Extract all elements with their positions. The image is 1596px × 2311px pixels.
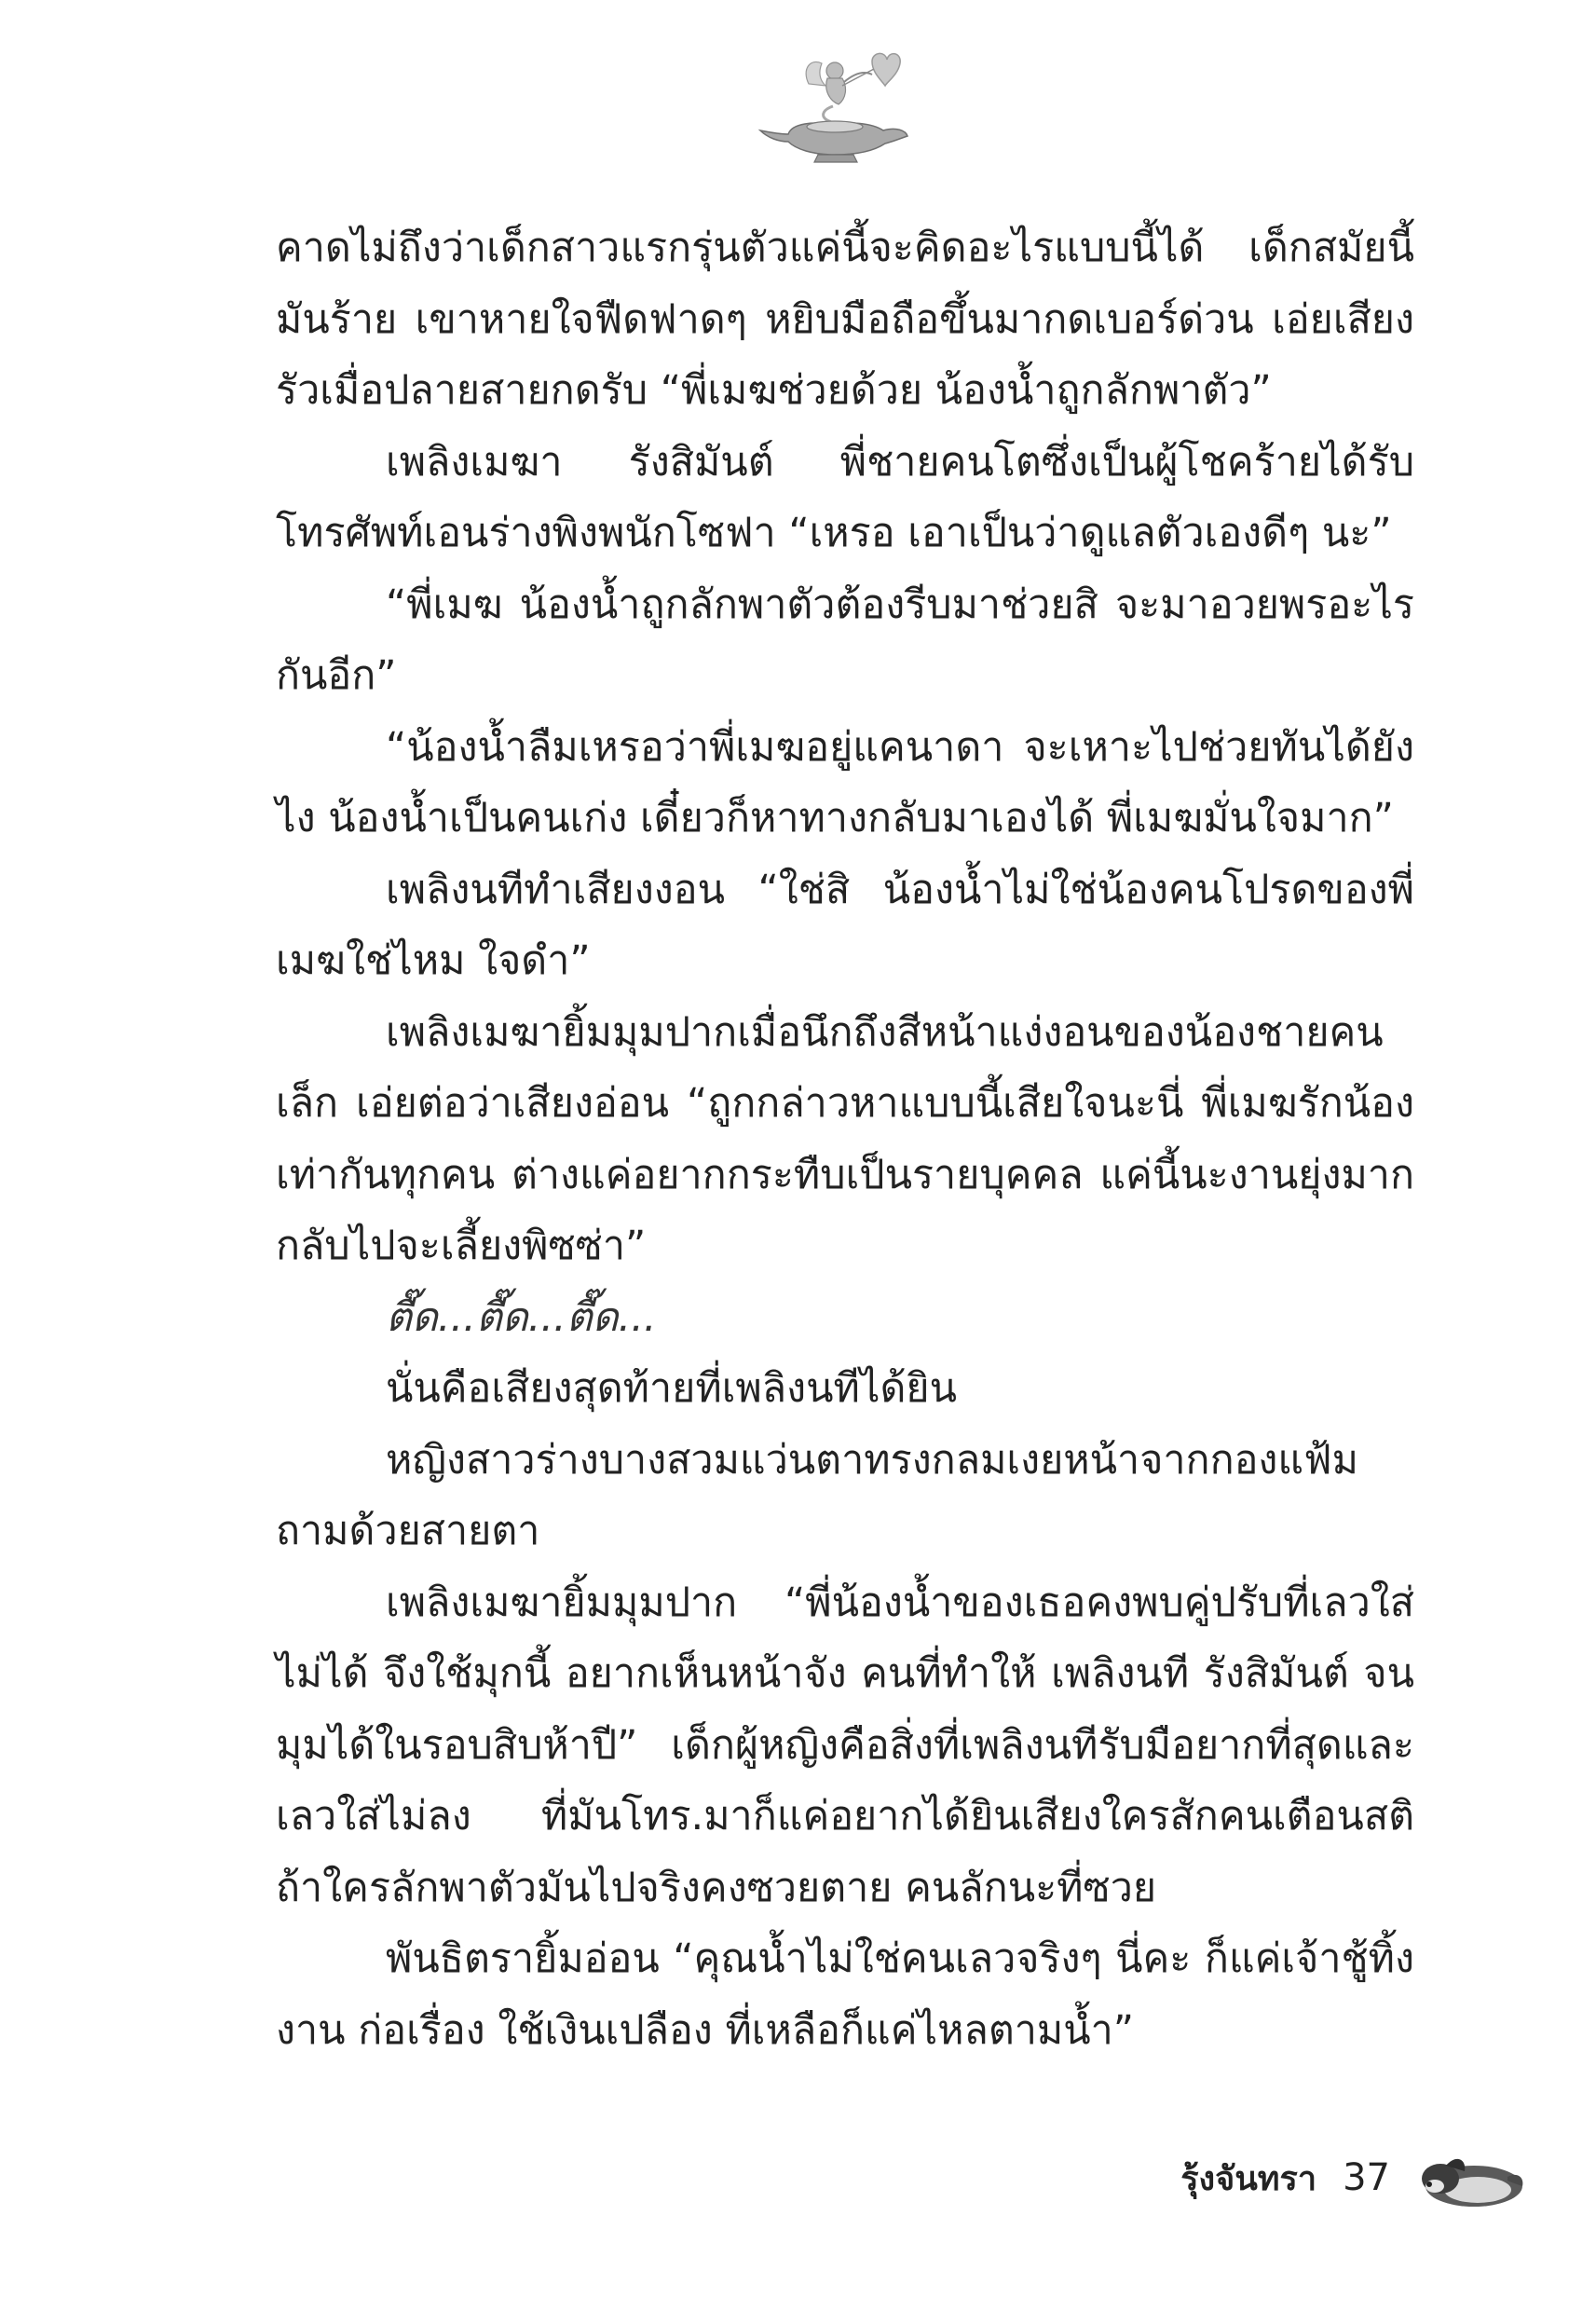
paragraph: หญิงสาวร่างบางสวมแว่นตาทรงกลมเงยหน้าจากกองแฟ้มถามด้วยสายตา xyxy=(276,1436,1358,1554)
paragraph: คาดไม่ถึงว่าเด็กสาวแรกรุ่นตัวแค่นี้จะคิดอะไรแบบนี้ได้ เด็กสมัยนี้มันร้าย เขาหายใจฟืดฟาดๆ หยิบมือถือขึ้นมากดเบอร์ด่วน เอ่ยเสียงรัวเมื่อปลายสายกดรับ “พี่เมฆช่วยด้วย น้องน้ำถูกลักพาตัว” xyxy=(276,225,1414,414)
paragraph: เพลิงเมฆายิ้มมุมปากเมื่อนึกถึงสีหน้าแง่งอนของน้องชายคนเล็ก เอ่ยต่อว่าเสียงอ่อน “ถูกกล่าวหาแบบนี้เสียใจนะนี่ พี่เมฆรักน้องเท่ากันทุกคน ต่างแค่อยากกระทืบเป็นรายบุคคล แค่นี้นะงานยุ่งมาก กลับไปจะเลี้ยงพิซซ่า” xyxy=(276,1008,1414,1269)
page-footer xyxy=(1006,2136,1528,2220)
paragraph: “พี่เมฆ น้องน้ำถูกลักพาตัวต้องรีบมาช่วยสิ จะมาอวยพรอะไรกันอีก” xyxy=(276,581,1414,699)
book-title: รุ้งจันทรา xyxy=(1180,2159,1317,2198)
paragraph: เพลิงเมฆายิ้มมุมปาก “พี่น้องน้ำของเธอคงพบคู่ปรับที่เลวใส่ไม่ได้ จึงใช้มุกนี้ อยากเห็นหน้าจัง คนที่ทำให้ เพลิงนที รังสิมันต์ จนมุมได้ในรอบสิบห้าปี” เด็กผู้หญิงคือสิ่งที่เพลิงนทีรับมือยากที่สุดและเลวใส่ไม่ลง ที่มันโทร.มาก็แค่อยากได้ยินเสียงใครสักคนเตือนสติ ถ้าใครลักพาตัวมันไปจริงคงซวยตาย คนลักนะที่ซวย xyxy=(276,1579,1414,1911)
page-number: 37 xyxy=(1343,2156,1390,2199)
paragraph: พันธิตรายิ้มอ่อน “คุณน้ำไม่ใช่คนเลวจริงๆ นี่คะ ก็แค่เจ้าชู้ทิ้งงาน ก่อเรื่อง ใช้เงินเปลือง ที่เหลือก็แค่ไหลตามน้ำ” xyxy=(276,1935,1414,2054)
cupid-on-magic-lamp-icon xyxy=(753,48,916,165)
sleeping-dog-icon xyxy=(1418,2143,1528,2212)
paragraph: เพลิงเมฆา รังสิมันต์ พี่ชายคนโตซึ่งเป็นผู้โชคร้ายได้รับโทรศัพท์เอนร่างพิงพนักโซฟา “เหรอ เอาเป็นว่าดูแลตัวเองดีๆ นะ” xyxy=(276,438,1414,556)
paragraph: นั่นคือเสียงสุดท้ายที่เพลิงนทีได้ยิน xyxy=(386,1365,957,1412)
story-text xyxy=(276,212,1414,2066)
phone-tone-line: ตื๊ด...ตื๊ด...ตื๊ด... xyxy=(386,1293,657,1341)
paragraph: เพลิงนทีทำเสียงงอน “ใช่สิ น้องน้ำไม่ใช่น้องคนโปรดของพี่เมฆใช่ไหม ใจดำ” xyxy=(276,866,1414,984)
paragraph: “น้องน้ำลืมเหรอว่าพี่เมฆอยู่แคนาดา จะเหาะไปช่วยทันได้ยังไง น้องน้ำเป็นคนเก่ง เดี๋ยวก็หาทางกลับมาเองได้ พี่เมฆมั่นใจมาก” xyxy=(276,723,1414,841)
